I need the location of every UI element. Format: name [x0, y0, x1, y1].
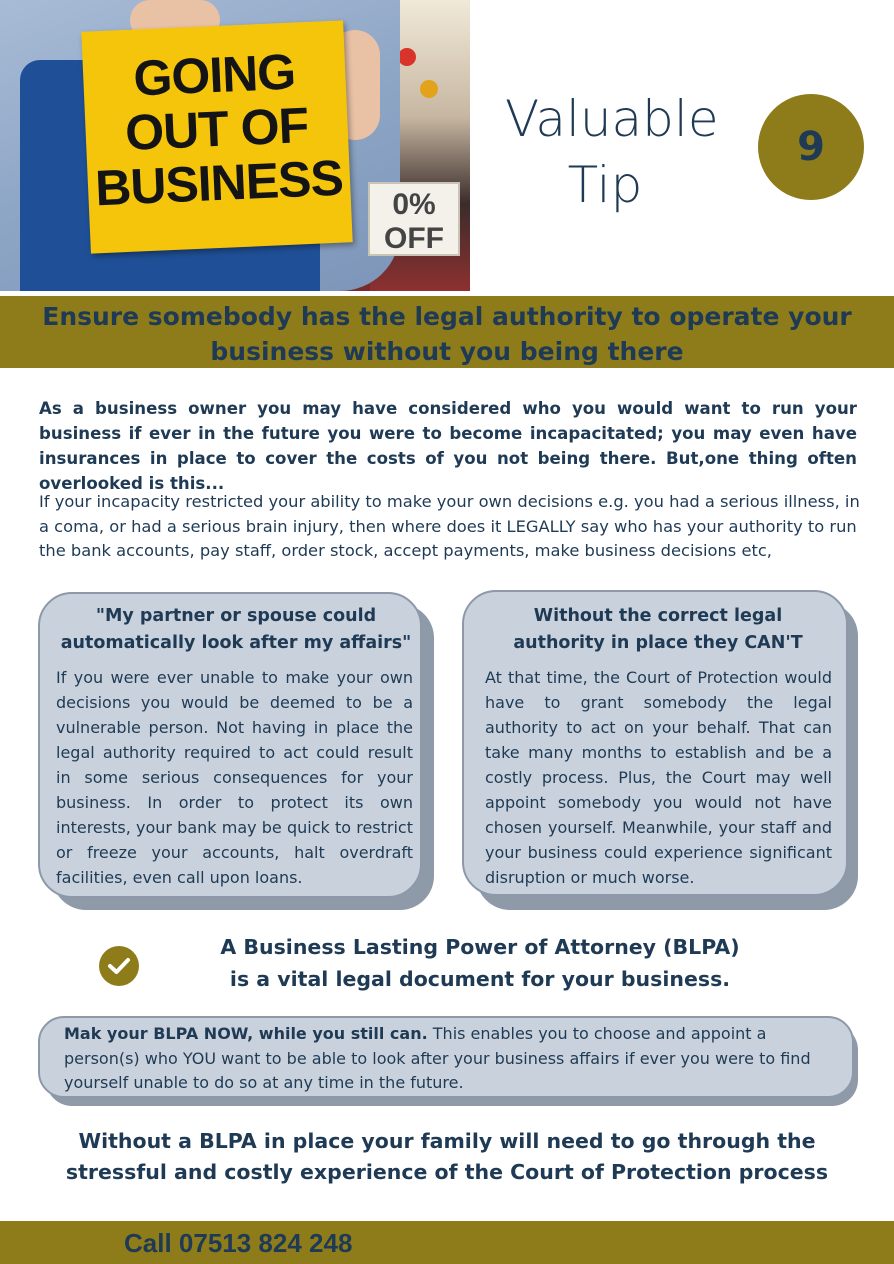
discount-sign: [368, 182, 460, 256]
discount-sign-text: 0% OFF: [384, 188, 444, 255]
headline-banner: [0, 296, 894, 368]
fact-card-body: At that time, the Court of Protection would have to grant somebody the legal authority to act on your behalf. That can take many months to establish and be a costly process. Plus, the Court may well appoint somebody you would not have chosen yourself. Meanwhile, your staff and your business could experience significant disruption or much worse.: [485, 668, 832, 887]
blpa-line: A Business Lasting Power of Attorney (BLPA): [220, 935, 740, 959]
card-title-line: automatically look after my affairs": [60, 633, 412, 653]
blpa-line: is a vital legal document for your business.: [229, 967, 731, 991]
banner-line: Ensure somebody has the legal authority to operate your: [42, 302, 852, 331]
phone-number: Call 07513 824 248: [124, 1228, 353, 1258]
tip-number-badge: [758, 94, 864, 200]
fact-card-title: [465, 603, 851, 657]
sign-text: [82, 42, 351, 215]
card-title-line: authority in place they CAN'T: [513, 633, 803, 653]
intro-bold-paragraph: As a business owner you may have considered who you would want to run your business if ever in the future you were to become incapacitated; you may even have insurances in place to cover the costs of you not being there. But,one thing often overlooked is this...: [39, 399, 857, 493]
checkmark-glyph: [107, 956, 131, 976]
tip-number: 9: [797, 124, 825, 170]
callout-box: [38, 1016, 854, 1098]
card-title-line: "My partner or spouse could: [95, 606, 377, 626]
flower-decoration: [398, 48, 416, 66]
flower-decoration: [420, 80, 438, 98]
callout-bold: Mak your BLPA NOW, while you still can.: [64, 1024, 428, 1043]
myth-card-title: [44, 603, 428, 657]
title-line: Tip: [567, 156, 643, 214]
closing-line: stressful and costly experience of the Court of Protection process: [65, 1160, 829, 1184]
myth-card-body: If you were ever unable to make your own decisions you would be deemed to be a vulnerable person. Not having in place the legal authority required to act could result in some serious consequences for your business. In order to protect its own interests, your bank may be quick to restrict or freeze your accounts, halt overdraft facilities, even call upon loans.: [56, 668, 413, 887]
banner-line: business without you being there: [210, 337, 684, 366]
blpa-statement: [180, 931, 780, 995]
checkmark-icon: [99, 946, 139, 986]
sign-line: GOING: [132, 43, 297, 107]
going-out-of-business-sign: [81, 20, 352, 253]
callout-text: This enables you to choose and appoint a person(s) who YOU want to be able to look after your business affairs if ever you were to find yourself unable to do so at any time in the future.: [64, 1024, 811, 1092]
sign-line: BUSINESS: [94, 149, 344, 217]
card-title-line: Without the correct legal: [533, 606, 783, 626]
sign-line: OUT OF: [124, 97, 310, 161]
title-line: Valuable: [505, 90, 719, 148]
page-title: [505, 86, 719, 218]
intro-paragraph: If your incapacity restricted your ability to make your own decisions e.g. you had a serious illness, in a coma, or had a serious brain injury, then where does it LEGALLY say who has your authority to run the bank accounts, pay staff, order stock, accept payments, make business decisions etc,: [39, 492, 860, 560]
closing-line: Without a BLPA in place your family will need to go through the: [78, 1129, 816, 1153]
closing-statement: [60, 1126, 834, 1188]
